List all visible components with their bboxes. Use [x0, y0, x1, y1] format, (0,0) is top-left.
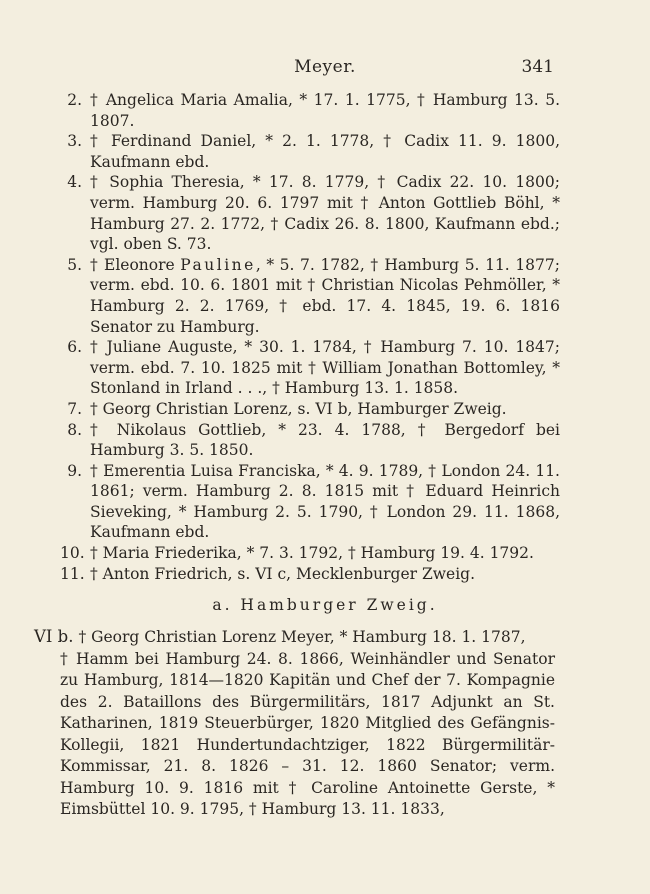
- list-item: [60, 399, 560, 420]
- entry-text-pre: † Eleonore: [90, 255, 181, 274]
- entry-text-post: , * 5. 7. 1782, † Hamburg 5. 11. 1877; verm. ebd. 10. 6. 1801 mit † Christian Nicolas Pehmöller, * Hamburg 2. 2. 1769, † ebd. 17. 4. 1845, 19. 6. 1816 Senator zu Hamburg.: [90, 255, 560, 336]
- first-line-text: † Georg Christian Lorenz Meyer, * Hamburg 18. 1. 1787,: [78, 628, 526, 646]
- list-item: [60, 172, 560, 254]
- entry-name-spaced: Pauline: [180, 255, 256, 274]
- paragraph-body: † Hamm bei Hamburg 24. 8. 1866, Weinhändler und Senator zu Hamburg, 1814—1820 Kapitän und Chef der 7. Kompagnie des 2. Bataillons des Bürgermilitärs, 1817 Adjunkt an St. Katharinen, 1819 Steuerbürger, 1820 Mitglied des Gefängnis-Kollegii, 1821 Hundertundachtziger, 1822 Bürgermilitär-Kommissar, 21. 8. 1826 – 31. 12. 1860 Senator; verm. Hamburg 10. 9. 1816 mit † Caroline Antoinette Gerste, * Eimsbüttel 10. 9. 1795, † Hamburg 13. 11. 1833,: [60, 649, 555, 818]
- list-item: [60, 461, 560, 543]
- entry-number: 4.: [67, 173, 82, 192]
- list-item: [60, 420, 560, 461]
- list-item: [60, 564, 560, 585]
- generation-tag: VI b.: [34, 627, 74, 646]
- entry-number: 3.: [67, 132, 82, 151]
- entry-text: † Angelica Maria Amalia, * 17. 1. 1775, † Hamburg 13. 5. 1807.: [90, 91, 560, 130]
- genealogy-paragraph: [34, 626, 555, 821]
- entry-text: † Maria Friederika, * 7. 3. 1792, † Hamburg 19. 4. 1792.: [90, 544, 534, 563]
- paragraph-first-line: [34, 626, 555, 649]
- entry-text: † Ferdinand Daniel, * 2. 1. 1778, † Cadix 11. 9. 1800, Kaufmann ebd.: [90, 132, 560, 171]
- running-header: Meyer.: [294, 57, 356, 77]
- list-item: [60, 543, 560, 564]
- page-number: 341: [521, 57, 554, 77]
- entry-text: † Anton Friedrich, s. VI c, Mecklenburger Zweig.: [90, 564, 476, 583]
- list-item: [60, 337, 560, 399]
- list-item: [60, 255, 560, 337]
- entry-number: 7.: [67, 399, 82, 418]
- entry-text: † Sophia Theresia, * 17. 8. 1779, † Cadix 22. 10. 1800; verm. Hamburg 20. 6. 1797 mit † Anton Gottlieb Böhl, * Hamburg 27. 2. 1772, † Cadix 26. 8. 1800, Kaufmann ebd.; vgl. oben S. 73.: [90, 173, 560, 254]
- entry-number: 8.: [67, 420, 82, 439]
- entry-text: † Emerentia Luisa Franciska, * 4. 9. 1789, † London 24. 11. 1861; verm. Hamburg 2. 8. 1815 mit † Eduard Heinrich Sieveking, * Hamburg 2. 5. 1790, † London 29. 11. 1868, Kaufmann ebd.: [90, 461, 560, 542]
- entry-text: † Nikolaus Gottlieb, * 23. 4. 1788, † Bergedorf bei Hamburg 3. 5. 1850.: [90, 420, 560, 460]
- entry-number: 6.: [67, 338, 82, 357]
- entry-text: † Georg Christian Lorenz, s. VI b, Hamburger Zweig.: [90, 399, 507, 418]
- entry-number: 9.: [67, 461, 82, 480]
- entry-number: 5.: [67, 255, 82, 274]
- list-item: [60, 90, 560, 131]
- entry-list: [60, 90, 560, 584]
- section-heading: a. Hamburger Zweig.: [212, 596, 438, 614]
- entry-text: [90, 255, 560, 337]
- entry-number: 2.: [67, 91, 82, 109]
- entry-number: 11.: [60, 564, 85, 583]
- entry-number: 10.: [60, 544, 85, 563]
- list-item: [60, 131, 560, 172]
- entry-text: † Juliane Auguste, * 30. 1. 1784, † Hamburg 7. 10. 1847; verm. ebd. 7. 10. 1825 mit † William Jonathan Bottomley, * Stonland in Irland . . ., † Hamburg 13. 1. 1858.: [90, 338, 560, 398]
